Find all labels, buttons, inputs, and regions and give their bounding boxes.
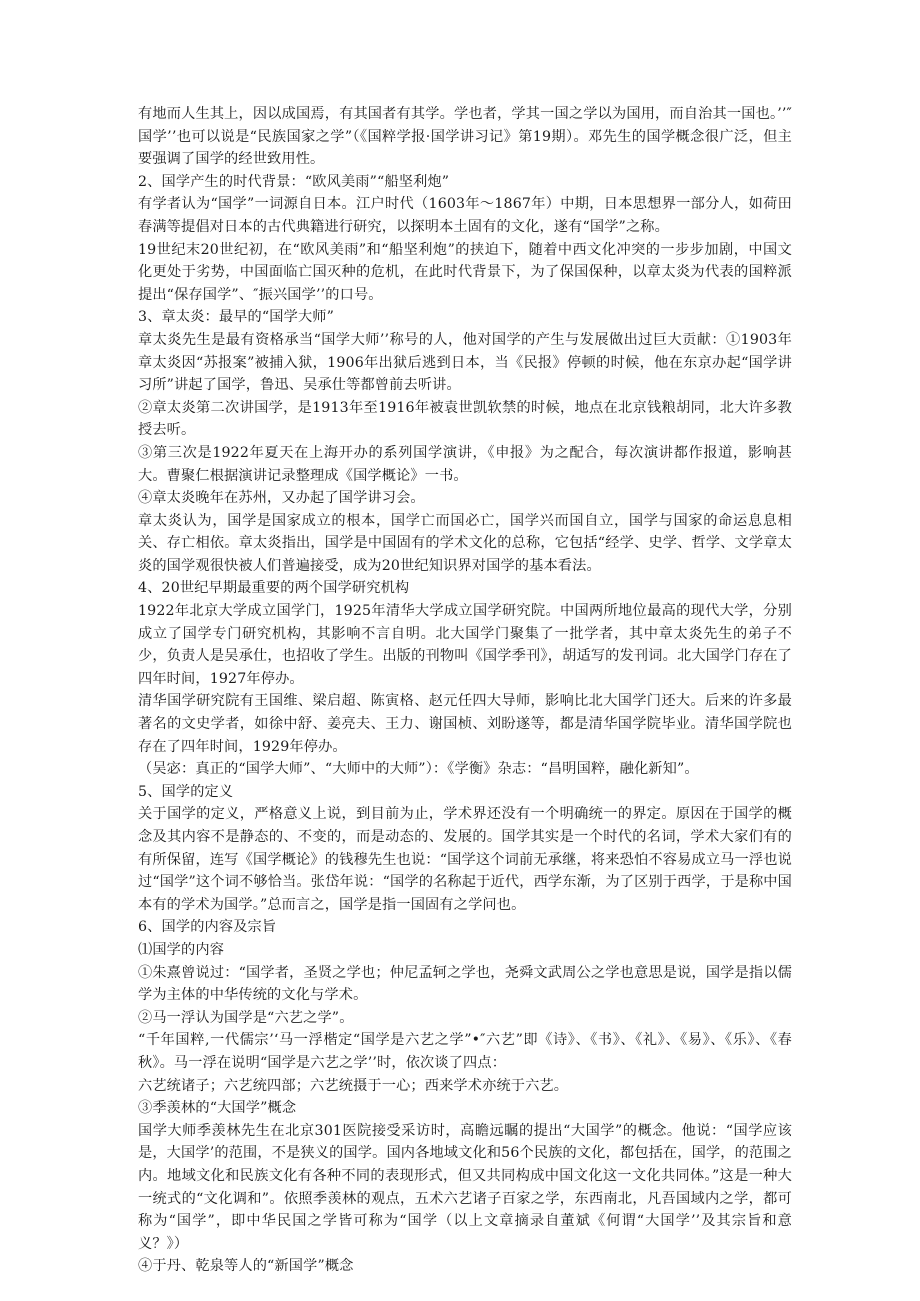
paragraph-zhang-taiyan-intro: 章太炎先生是最有资格承当“国学大师’’称号的人，他对国学的产生与发展做出过巨大贡献：①1903年章太炎因“苏报案”被捕入狱，1906年出狱后逃到日本，当《民报》停顿的时候，他在东京办起“国学讲习所”讲起了国学，鲁迅、吴承仕等都曾前去听讲。 (138, 331, 792, 394)
subheading-new-guoxue: ④于丹、乾泉等人的“新国学”概念 (138, 1258, 354, 1275)
paragraph-zhang-view: 章太炎认为，国学是国家成立的根本，国学亡而国必亡，国学兴而国自立，国学与国家的命运息息相关、存亡相依。章太炎指出，国学是中国固有的学术文化的总称，它包括“经学、史学、哲学、文学章太炎的国学观很快被人们普遍接受，成为20世纪知识界对国学的基本看法。 (138, 512, 792, 574)
paragraph-third-lecture: ③第三次是1922年夏天在上海开办的系列国学演讲，《申报》为之配合，每次演讲都作报道，影响甚大。曹聚仁根据演讲记录整理成《国学概论》一书。 (138, 444, 792, 484)
paragraph-suzhou: ④章太炎晚年在苏州，又办起了国学讲习会。 (138, 490, 425, 507)
heading-section-3: 3、章太炎：最早的“国学大师” (138, 309, 335, 326)
paragraph-peking-university: 1922年北京大学成立国学门，1925年清华大学成立国学研究院。中国两所地位最高的现代大学，分别成立了国学专门研究机构，其影响不言自明。北大国学门聚集了一批学者，其中章太炎先生的弟子不少，负责人是吴承仕，也招收了学生。出版的刊物叫《国学季刊》，胡适写的发刊词。北大国学门存在了四年时间，1927年停办。 (138, 603, 792, 687)
paragraph-19th-century: 19世纪末20世纪初，在“欧风美雨”和“船坚利炮”的挟迫下，随着中西文化冲突的一步步加剧，中国文化更处于劣势，中国面临亡国灭种的危机，在此时代背景下，为了保国保种，以章太炎为代表的国粹派提出“保存国学”、″振兴国学’’的口号。 (138, 241, 792, 303)
heading-section-6: 6、国学的内容及宗旨 (138, 919, 277, 936)
paragraph-definition: 关于国学的定义，严格意义上说，到目前为止，学术界还没有一个明确统一的界定。原因在于国学的概念及其内容不是静态的、不变的，而是动态的、发展的。国学其实是一个时代的名词，学术大家们有的有所保留，连写《国学概论》的钱穆先生也说：“国学这个词前无承继，将来恐怕不容易成立马一浮也说过“国学”这个词不够恰当。张岱年说：“国学的名称起于近代，西学东渐，为了区别于西学，于是称中国本有的学术为国学。”总而言之，国学是指一国固有之学问也。 (138, 806, 792, 913)
paragraph-six-arts-points: 六艺统诸子；六艺统四部；六艺统摄于一心；西来学术亦统于六艺。 (138, 1077, 569, 1094)
paragraph-great-guoxue: 国学大师季羡林先生在北京301医院接受采访时，高瞻远瞩的提出“大国学”的概念。他说：“国学应该是，大国学’的范围，不是狭义的国学。国内各地域文化和56个民族的文化，都包括在，国学，的范围之内。地域文化和民族文化有各种不同的表现形式，但又共同构成中国文化这一文化共同体。”这是一种大一统式的“文化调和”。依照季羡林的观点，五术六艺诸子百家之学，东西南北，凡吾国域内之学，都可称为“国学”，即中华民国之学皆可称为“国学（以上文章摘录自董斌《何谓“大国学’’及其宗旨和意义？》） (138, 1122, 792, 1252)
heading-section-2: 2、国学产生的时代背景：“欧风美雨”“船坚利炮” (138, 173, 450, 190)
paragraph-second-lecture: ②章太炎第二次讲国学，是1913年至1916年被袁世凯软禁的时候，地点在北京钱粮胡同，北大许多教授去听。 (138, 399, 792, 439)
subheading-content: ⑴国学的内容 (138, 941, 225, 958)
heading-section-4: 4、20世纪早期最重要的两个国学研究机构 (138, 580, 410, 597)
heading-section-5: 5、国学的定义 (138, 783, 234, 800)
subheading-ji-xianlin: ③季羡林的“大国学”概念 (138, 1100, 297, 1117)
paragraph-six-arts: “千年国粹,一代儒宗’‘马一浮楷定“国学是六艺之学”•″六艺”即《诗》、《书》、《礼》、《易》、《乐》、《春秋》。马一浮在说明“国学是六艺之学’’时，依次谈了四点： (138, 1032, 792, 1071)
paragraph-ma-yifu: ②马一浮认为国学是“六艺之学”。 (138, 1009, 354, 1026)
paragraph-wu-mi: （吴宓：真正的“国学大师”、“大师中的大师”）：《学衡》杂志：“昌明国粹，融化新知”。 (138, 761, 699, 778)
paragraph-japan-origin: 有学者认为“国学”一词源自日本。江户时代（1603年～1867年）中期，日本思想界一部分人，如荷田春满等提倡对日本的古代典籍进行研究，以探明本土固有的文化，遂有“国学”之称。 (138, 196, 792, 235)
paragraph-zhu-xi: ①朱熹曾说过：“国学者，圣贤之学也；仲尼孟轲之学也，尧舜文武周公之学也意思是说，国学是指以儒学为主体的中华传统的文化与学术。 (138, 964, 792, 1004)
paragraph-tsinghua: 清华国学研究院有王国维、梁启超、陈寅格、赵元任四大导师，影响比北大国学门还大。后来的许多最著名的文史学者，如徐中舒、姜亮夫、王力、谢国桢、刘盼遂等，都是清华国学院毕业。清华国学院也存在了四年时间，1929年停办。 (138, 693, 792, 755)
document-body (138, 103, 792, 1278)
paragraph-deng-shi-definition: 有地而人生其上，因以成国焉，有其国者有其学。学也者，学其一国之学以为国用，而自治其一国也。’’″国学’’也可以说是“民族国家之学”（《国粹学报·国学讲习记》第19期）。邓先生的国学概念很广泛，但主要强调了国学的经世致用性。 (138, 106, 792, 168)
